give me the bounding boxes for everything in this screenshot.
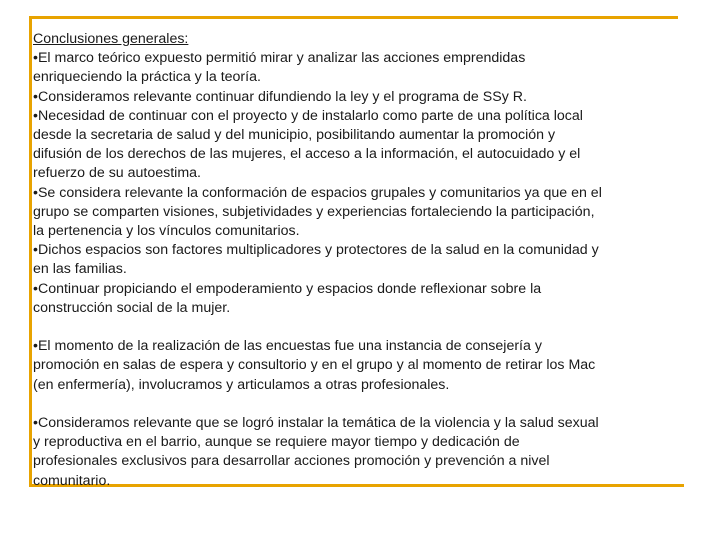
text-line: •Consideramos relevante continuar difundiendo la ley y el programa de SSy R. xyxy=(33,88,527,105)
text-line: y reproductiva en el barrio, aunque se requiere mayor tiempo y dedicación de xyxy=(33,434,520,451)
text-line: (en enfermería), involucramos y articulamos a otras profesionales. xyxy=(33,376,450,393)
text-line: refuerzo de su autoestima. xyxy=(33,165,201,182)
text-line: •El marco teórico expuesto permitió mirar y analizar las acciones emprendidas xyxy=(33,50,526,67)
text-line: •Se considera relevante la conformación de espacios grupales y comunitarios ya que en el xyxy=(33,184,602,201)
conclusions-block-3 xyxy=(33,414,683,491)
frame-left-border xyxy=(29,16,32,486)
text-line: la pertenencia y los vínculos comunitarios. xyxy=(33,223,300,240)
text-line: desde la secretaria de salud y del municipio, posibilitando aumentar la promoción y xyxy=(33,127,556,144)
text-line: •Continuar propiciando el empoderamiento y espacios donde reflexionar sobre la xyxy=(33,280,542,297)
text-line: promoción en salas de espera y consultorio y en el grupo y al momento de retirar los Mac xyxy=(33,357,596,374)
text-line: grupo se comparten visiones, subjetividades y experiencias fortaleciendo la participación, xyxy=(33,203,595,220)
text-line: •El momento de la realización de las encuestas fue una instancia de consejería y xyxy=(33,338,542,355)
paragraph-gap xyxy=(33,395,683,414)
slide-heading: Conclusiones generales: xyxy=(33,31,189,47)
text-line: comunitario. xyxy=(33,472,111,489)
slide-content xyxy=(33,30,683,491)
text-line: •Consideramos relevante que se logró instalar la temática de la violencia y la salud sexual xyxy=(33,415,599,432)
conclusions-block-2 xyxy=(33,337,683,395)
conclusions-block-1 xyxy=(33,49,683,318)
paragraph-gap xyxy=(33,318,683,337)
text-line: en las familias. xyxy=(33,261,127,278)
text-line: •Dichos espacios son factores multiplicadores y protectores de la salud en la comunidad y xyxy=(33,242,599,259)
text-line: difusión de los derechos de las mujeres, el acceso a la información, el autocuidado y el xyxy=(33,146,581,163)
text-line: enriqueciendo la práctica y la teoría. xyxy=(33,69,261,86)
text-line: construcción social de la mujer. xyxy=(33,299,231,316)
text-line: •Necesidad de continuar con el proyecto y de instalarlo como parte de una política local xyxy=(33,107,583,124)
text-line: profesionales exclusivos para desarrollar acciones promoción y prevención a nivel xyxy=(33,453,550,470)
frame-top-border xyxy=(29,16,678,19)
